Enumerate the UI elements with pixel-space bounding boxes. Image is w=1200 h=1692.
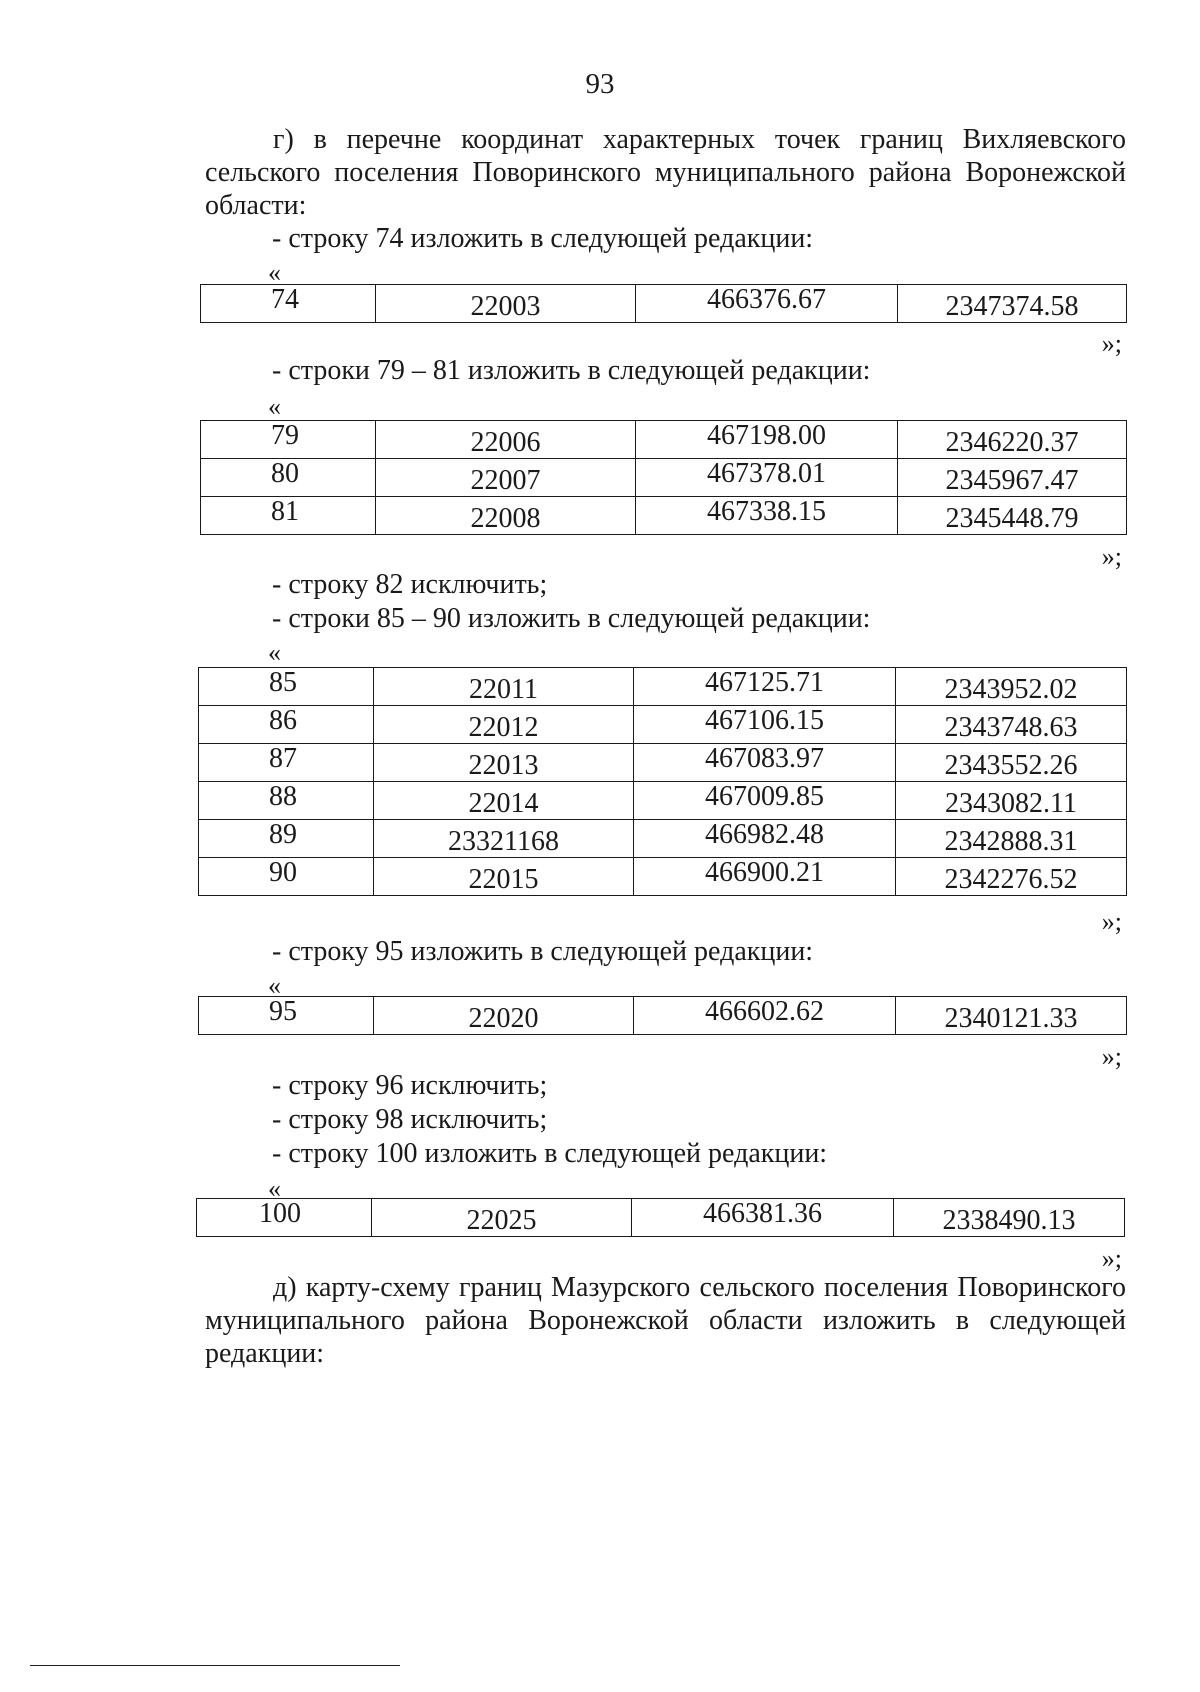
cell-point-id: 22008: [376, 497, 636, 535]
instruction-row-100: - строку 100 изложить в следующей редакции:: [272, 1138, 828, 1169]
cell-point-id: 22011: [374, 668, 634, 706]
cell-y-coordinate: 2343952.02: [896, 668, 1127, 706]
cell-point-id: 22006: [376, 421, 636, 459]
cell-point-number: 81: [201, 497, 376, 535]
close-quote: »;: [1101, 329, 1122, 358]
cell-y-coordinate: 2342276.52: [896, 858, 1127, 896]
open-quote: «: [268, 638, 281, 667]
table-row: [199, 706, 1127, 744]
instruction-rows-85-90: - строки 85 – 90 изложить в следующей редакции:: [272, 603, 871, 634]
open-quote: «: [268, 1174, 281, 1203]
cell-x-coordinate: 466376.67: [636, 285, 898, 323]
table-row: [201, 459, 1127, 497]
cell-x-coordinate: 466900.21: [634, 858, 896, 896]
cell-y-coordinate: 2347374.58: [898, 285, 1127, 323]
table-row: [199, 668, 1127, 706]
cell-y-coordinate: 2343552.26: [896, 744, 1127, 782]
page-number: 93: [585, 68, 615, 100]
cell-x-coordinate: 467083.97: [634, 744, 896, 782]
table-row: [199, 858, 1127, 896]
coordinates-table-79-81: [200, 420, 1127, 535]
table-row: [199, 744, 1127, 782]
cell-point-number: 95: [199, 997, 374, 1035]
close-quote: »;: [1101, 1244, 1122, 1273]
table-row: [201, 421, 1127, 459]
cell-point-number: 90: [199, 858, 374, 896]
instruction-exclude-96: - строку 96 исключить;: [272, 1070, 548, 1101]
section-g-paragraph: г) в перечне координат характерных точек границ Вихляевского сельского поселения Поворинского муниципального района Воронежской области:: [205, 124, 1126, 221]
cell-point-number: 85: [199, 668, 374, 706]
cell-y-coordinate: 2342888.31: [896, 820, 1127, 858]
instruction-exclude-98: - строку 98 исключить;: [272, 1104, 548, 1135]
open-quote: «: [268, 392, 281, 421]
table-row: [197, 1199, 1125, 1237]
cell-point-number: 79: [201, 421, 376, 459]
cell-y-coordinate: 2338490.13: [894, 1199, 1125, 1237]
cell-point-number: 80: [201, 459, 376, 497]
open-quote: «: [268, 971, 281, 1000]
cell-x-coordinate: 467106.15: [634, 706, 896, 744]
cell-x-coordinate: 467009.85: [634, 782, 896, 820]
instruction-rows-79-81: - строки 79 – 81 изложить в следующей редакции:: [272, 355, 871, 386]
cell-x-coordinate: 466602.62: [634, 997, 896, 1035]
cell-x-coordinate: 466381.36: [632, 1199, 894, 1237]
cell-point-number: 86: [199, 706, 374, 744]
footer-rule: [30, 1665, 400, 1666]
cell-point-number: 88: [199, 782, 374, 820]
cell-point-number: 74: [201, 285, 376, 323]
cell-point-id: 22020: [374, 997, 634, 1035]
cell-point-number: 87: [199, 744, 374, 782]
section-d-paragraph: д) карту-схему границ Мазурского сельского поселения Поворинского муниципального района Воронежской области изложить в следующей редакции:: [205, 1272, 1126, 1369]
coordinates-table-100: [196, 1198, 1125, 1237]
cell-point-id: 22015: [374, 858, 634, 896]
instruction-exclude-82: - строку 82 исключить;: [272, 569, 548, 600]
cell-point-id: 22007: [376, 459, 636, 497]
coordinates-table-85-90: [198, 667, 1127, 896]
cell-y-coordinate: 2343748.63: [896, 706, 1127, 744]
cell-x-coordinate: 467338.15: [636, 497, 898, 535]
cell-point-number: 89: [199, 820, 374, 858]
open-quote: «: [268, 258, 281, 287]
cell-x-coordinate: 467198.00: [636, 421, 898, 459]
instruction-row-95: - строку 95 изложить в следующей редакции:: [272, 936, 814, 967]
instruction-row-74: - строку 74 изложить в следующей редакции:: [272, 223, 814, 254]
cell-point-id: 23321168: [374, 820, 634, 858]
table-row: [201, 285, 1127, 323]
close-quote: »;: [1101, 907, 1122, 936]
cell-x-coordinate: 467378.01: [636, 459, 898, 497]
close-quote: »;: [1101, 1042, 1122, 1071]
table-row: [201, 497, 1127, 535]
table-row: [199, 782, 1127, 820]
cell-y-coordinate: 2343082.11: [896, 782, 1127, 820]
cell-y-coordinate: 2345967.47: [898, 459, 1127, 497]
cell-point-id: 22014: [374, 782, 634, 820]
cell-point-id: 22013: [374, 744, 634, 782]
coordinates-table-74: [200, 284, 1127, 323]
cell-point-id: 22025: [372, 1199, 632, 1237]
cell-x-coordinate: 466982.48: [634, 820, 896, 858]
table-row: [199, 997, 1127, 1035]
close-quote: »;: [1101, 542, 1122, 571]
cell-y-coordinate: 2340121.33: [896, 997, 1127, 1035]
cell-y-coordinate: 2346220.37: [898, 421, 1127, 459]
cell-x-coordinate: 467125.71: [634, 668, 896, 706]
cell-point-id: 22003: [376, 285, 636, 323]
cell-y-coordinate: 2345448.79: [898, 497, 1127, 535]
cell-point-id: 22012: [374, 706, 634, 744]
cell-point-number: 100: [197, 1199, 372, 1237]
coordinates-table-95: [198, 996, 1127, 1035]
table-row: [199, 820, 1127, 858]
